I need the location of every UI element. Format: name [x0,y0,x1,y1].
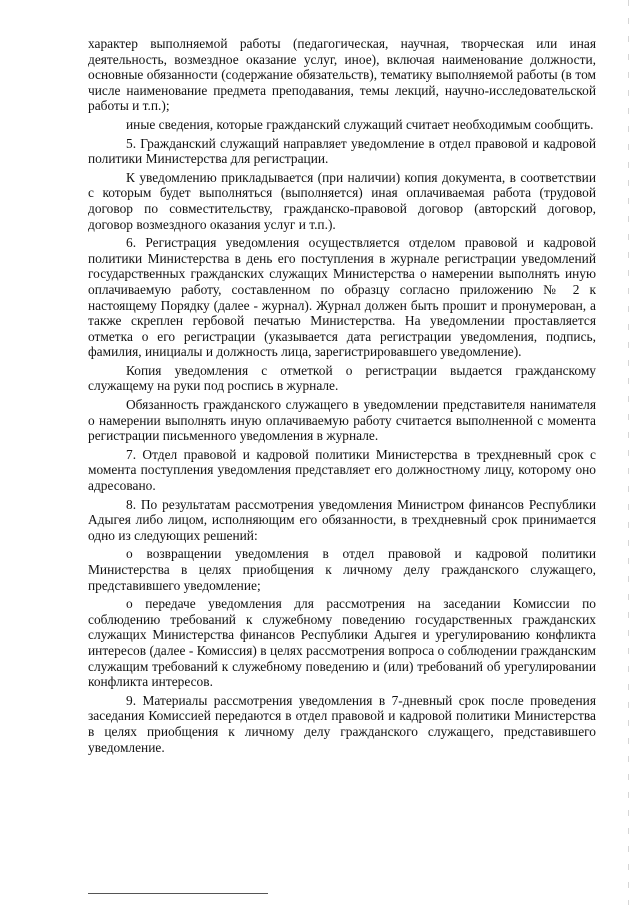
paragraph-item-6: 6. Регистрация уведомления осуществляется отделом правовой и кадровой политики Министерства в день его поступления в журнале регистрации уведомлений государственных гражданских служащих Министерства о намерении выполнять иную оплачиваемую работу, составленном по образцу согласно приложению № 2 к настоящему Порядку (далее - журнал). Журнал должен быть прошит и пронумерован, а также скреплен гербовой печатью Министерства. На уведомлении проставляется отметка о его регистрации (указывается дата регистрации уведомления, подпись, фамилия, инициалы и должность лица, зарегистрировавшего уведомление). [88,235,596,360]
paragraph-decision-return: о возвращении уведомления в отдел правовой и кадровой политики Министерства в целях приобщения к личному делу гражданского служащего, представившего уведомление; [88,546,596,593]
paragraph-other-info: иные сведения, которые гражданский служащий считает необходимым сообщить. [126,116,594,132]
paragraph-attachment: К уведомлению прикладывается (при наличии) копия документа, в соответствии с которым будет выполняться (выполняется) иная оплачиваемая работа (трудовой договор по совместительству, гражданско-правовой договор (авторский договор, договор возмездного оказания услуг и т.п.). [88,169,596,232]
paragraph-work-character: характер выполняемой работы (педагогическая, научная, творческая или иная деятельность, возмездное оказание услуг, иное), включая наименование должности, основные обязанности (содержание обязательств), тематику выполняемой работы (в том числе наименование предмета преподавания, темы лекций, научно-исследовательской работы и т.п.); [88,36,596,114]
paragraph-item-5: 5. Гражданский служащий направляет уведомление в отдел правовой и кадровой политики Министерства для регистрации. [88,135,596,167]
footnote-rule [88,893,268,894]
paragraph-item-9: 9. Материалы рассмотрения уведомления в 7-дневный срок после проведения заседания Комиссией передаются в отдел правовой и кадровой политики Министерства в целях приобщения к личному делу гражданского служащего, представившего уведомление. [88,692,596,755]
paragraph-obligation: Обязанность гражданского служащего в уведомлении представителя нанимателя о намерении выполнять иную оплачиваемую работу считается выполненной с момента регистрации письменного уведомления в журнале. [88,397,596,444]
paragraph-decision-commission: о передаче уведомления для рассмотрения на заседании Комиссии по соблюдению требований к служебному поведению государственных гражданских служащих Министерства финансов Республики Адыгея и урегулированию конфликта интересов (далее - Комиссия) в целях рассмотрения вопроса о соблюдении гражданским служащим требований к служебному поведению и (или) требований об урегулировании конфликта интересов. [88,596,596,690]
document-body [88,36,596,758]
scan-edge [628,0,629,905]
paragraph-item-8: 8. По результатам рассмотрения уведомления Министром финансов Республики Адыгея либо лицом, исполняющим его обязанности, в трехдневный срок принимается одно из следующих решений: [88,496,596,543]
paragraph-copy: Копия уведомления с отметкой о регистрации выдается гражданскому служащему на руки под роспись в журнале. [88,362,596,394]
paragraph-item-7: 7. Отдел правовой и кадровой политики Министерства в трехдневный срок с момента поступления уведомления представляет его должностному лицу, которому оно адресовано. [88,446,596,494]
